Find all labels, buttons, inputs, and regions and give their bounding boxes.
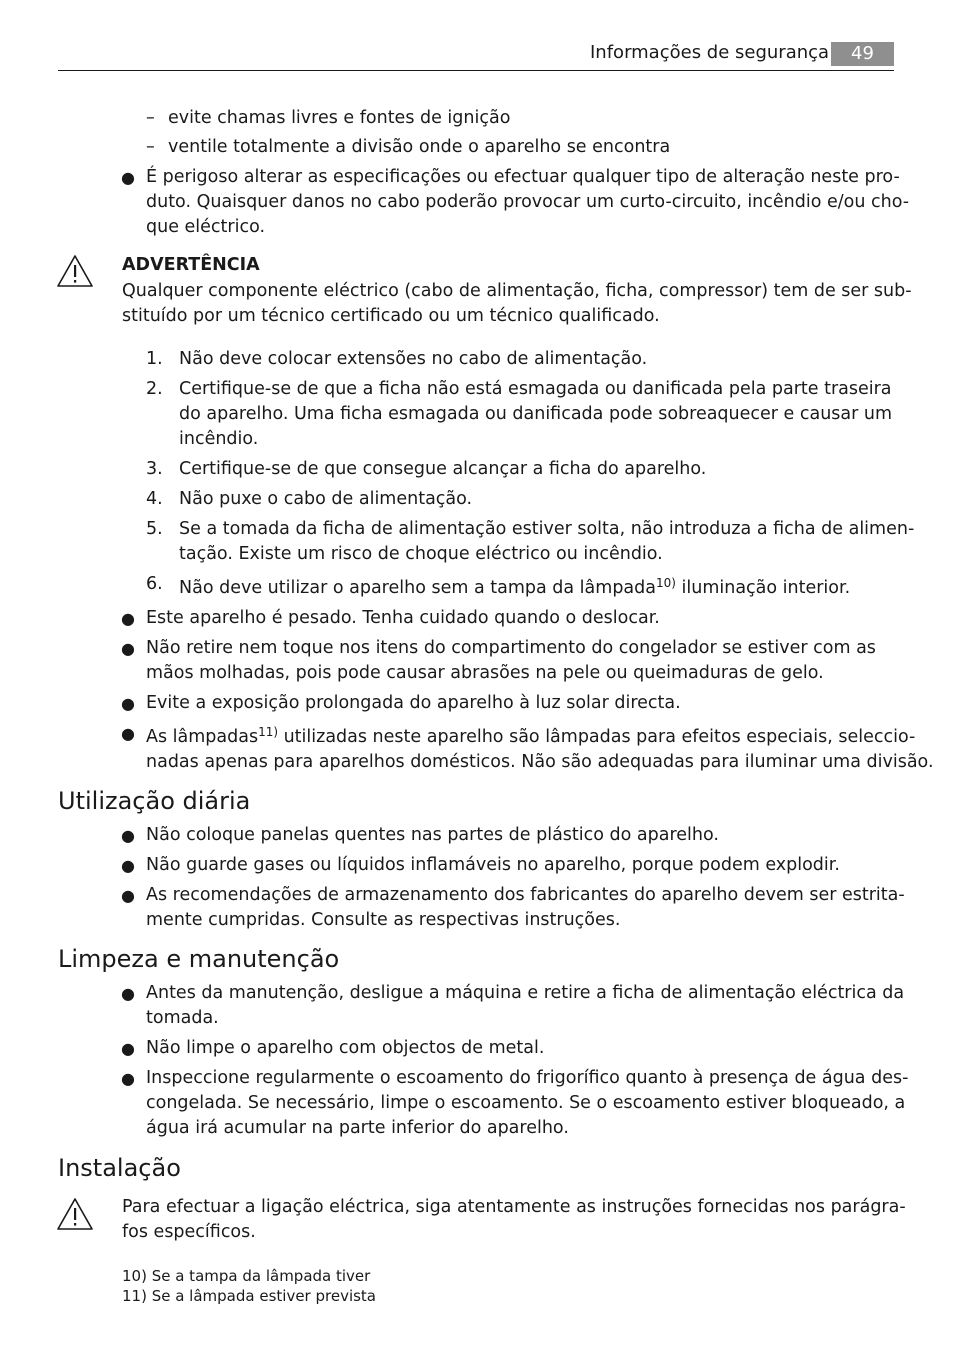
bullet-text-line: nadas apenas para aparelhos domésticos. Não são adequadas para iluminar uma divisão. xyxy=(146,752,934,772)
bullet-text-line: duto. Quaisquer danos no cabo poderão provocar um curto-circuito, incêndio e/ou cho- xyxy=(146,192,910,212)
dash-item-1: evite chamas livres e fontes de ignição xyxy=(168,108,511,128)
bullet-text-line: água irá acumular na parte inferior do aparelho. xyxy=(146,1118,569,1138)
warning-text-line: stituído por um técnico certificado ou um técnico qualificado. xyxy=(122,306,660,326)
bullet-text-line: Não limpe o aparelho com objectos de metal. xyxy=(146,1038,545,1058)
warning-title: ADVERTÊNCIA xyxy=(122,255,260,275)
bullet-text-line: tomada. xyxy=(146,1008,219,1028)
numbered-item-line: Não deve colocar extensões no cabo de alimentação. xyxy=(179,349,648,369)
page-number: 49 xyxy=(831,42,894,66)
warning-triangle-icon xyxy=(56,1197,94,1231)
list-number: 1. xyxy=(146,349,163,369)
bullet-text: As lâmpadas xyxy=(146,727,259,747)
bullet-text-line: Inspeccione regularmente o escoamento do frigorífico quanto à presença de água des- xyxy=(146,1068,909,1088)
numbered-item-line: incêndio. xyxy=(179,429,259,449)
numbered-item-line: Se a tomada da ficha de alimentação estiver solta, não introduza a ficha de alimen- xyxy=(179,519,915,539)
numbered-item-line: do aparelho. Uma ficha esmagada ou danificada pode sobreaquecer e causar um xyxy=(179,404,893,424)
list-number: 4. xyxy=(146,489,163,509)
numbered-item-text: Não deve utilizar o aparelho sem a tampa da lâmpada xyxy=(179,578,656,598)
numbered-item-line xyxy=(179,576,850,601)
bullet-text-line: Não guarde gases ou líquidos inflamáveis no aparelho, porque podem explodir. xyxy=(146,855,840,875)
install-text-line: Para efectuar a ligação eléctrica, siga atentamente as instruções fornecidas nos parágra- xyxy=(122,1197,906,1217)
dash-item-2: ventile totalmente a divisão onde o aparelho se encontra xyxy=(168,137,671,157)
bullet-text-line: mãos molhadas, pois pode causar abrasões na pele ou queimaduras de gelo. xyxy=(146,663,824,683)
numbered-item-line: tação. Existe um risco de choque eléctrico ou incêndio. xyxy=(179,544,663,564)
numbered-item-line: Não puxe o cabo de alimentação. xyxy=(179,489,473,509)
section-heading-installation: Instalação xyxy=(58,1154,181,1182)
warning-triangle-icon xyxy=(56,254,94,288)
bullet-symbol: ● xyxy=(121,886,135,905)
install-text-line: fos específicos. xyxy=(122,1222,256,1242)
numbered-item-line: Certifique-se de que a ficha não está esmagada ou danificada pela parte traseira xyxy=(179,379,892,399)
footnote: 10) Se a tampa da lâmpada tiver xyxy=(122,1267,371,1285)
section-heading-daily-use: Utilização diária xyxy=(58,787,251,815)
running-header-title: Informações de segurança xyxy=(590,42,830,63)
bullet-text-line: Evite a exposição prolongada do aparelho à luz solar directa. xyxy=(146,693,681,713)
bullet-symbol: ● xyxy=(121,1069,135,1088)
footnote: 11) Se a lâmpada estiver prevista xyxy=(122,1287,377,1305)
bullet-symbol: ● xyxy=(121,724,135,743)
numbered-item-line: Certifique-se de que consegue alcançar a ficha do aparelho. xyxy=(179,459,707,479)
list-number: 2. xyxy=(146,379,163,399)
bullet-text-line: Antes da manutenção, desligue a máquina e retire a ficha de alimentação eléctrica da xyxy=(146,983,905,1003)
bullet-text: utilizadas neste aparelho são lâmpadas para efeitos especiais, seleccio- xyxy=(278,727,916,747)
bullet-symbol: ● xyxy=(121,168,135,187)
dash-symbol: – xyxy=(146,108,155,128)
bullet-symbol: ● xyxy=(121,856,135,875)
bullet-text-line: As recomendações de armazenamento dos fabricantes do aparelho devem ser estrita- xyxy=(146,885,905,905)
bullet-text-line: Este aparelho é pesado. Tenha cuidado quando o deslocar. xyxy=(146,608,660,628)
bullet-text-line: mente cumpridas. Consulte as respectivas instruções. xyxy=(146,910,621,930)
dash-symbol: – xyxy=(146,137,155,157)
list-number: 5. xyxy=(146,519,163,539)
bullet-text-line: É perigoso alterar as especificações ou efectuar qualquer tipo de alteração neste pro- xyxy=(146,167,900,187)
bullet-symbol: ● xyxy=(121,609,135,628)
bullet-symbol: ● xyxy=(121,984,135,1003)
numbered-item-text: iluminação interior. xyxy=(675,578,851,598)
bullet-symbol: ● xyxy=(121,1039,135,1058)
section-heading-cleaning: Limpeza e manutenção xyxy=(58,945,340,973)
footnote-ref: 10) xyxy=(655,576,676,590)
bullet-text-line: Não retire nem toque nos itens do compartimento do congelador se estiver com as xyxy=(146,638,876,658)
footnote-ref: 11) xyxy=(258,725,279,739)
bullet-symbol: ● xyxy=(121,826,135,845)
header-rule xyxy=(58,70,894,71)
bullet-symbol: ● xyxy=(121,639,135,658)
list-number: 3. xyxy=(146,459,163,479)
list-number: 6. xyxy=(146,574,163,594)
bullet-text-line: congelada. Se necessário, limpe o escoamento. Se o escoamento estiver bloqueado, a xyxy=(146,1093,906,1113)
warning-text-line: Qualquer componente eléctrico (cabo de alimentação, ficha, compressor) tem de ser sub- xyxy=(122,281,912,301)
bullet-text-line: Não coloque panelas quentes nas partes de plástico do aparelho. xyxy=(146,825,719,845)
bullet-text-line xyxy=(146,725,915,750)
bullet-text-line: que eléctrico. xyxy=(146,217,266,237)
bullet-symbol: ● xyxy=(121,694,135,713)
